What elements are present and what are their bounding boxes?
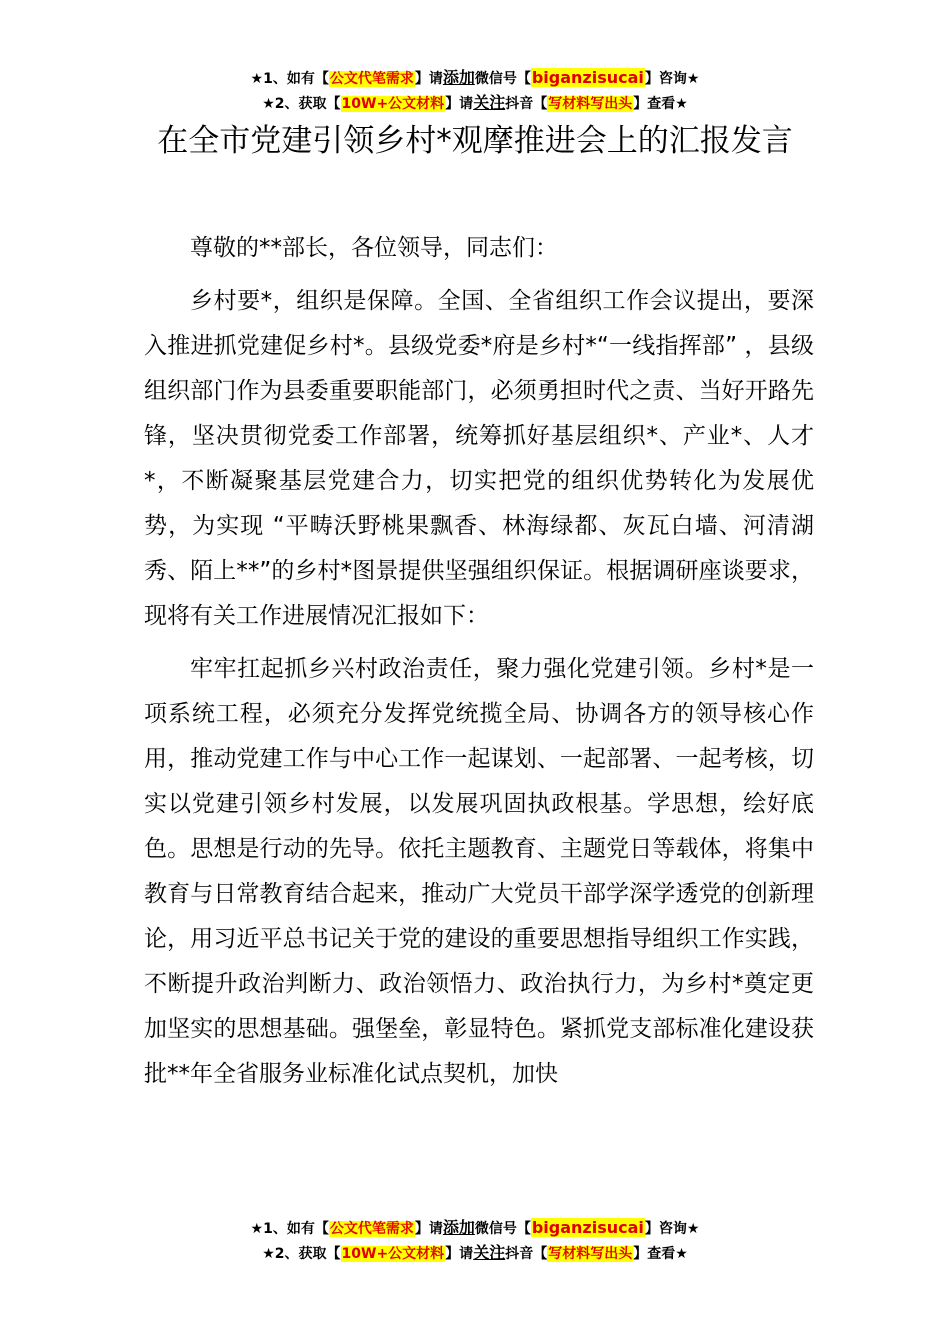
promo-highlight: 10W+公文材料 xyxy=(341,96,445,112)
promo-text: 】请 xyxy=(445,1246,474,1262)
promo-underline: 关注 xyxy=(473,1243,506,1262)
promo-wechat-id: biganzisucai xyxy=(531,68,644,87)
promo-douyin-id: 写材料写出头 xyxy=(548,1246,633,1262)
promo-text: ★1、如有【 xyxy=(250,71,329,87)
promo-underline: 关注 xyxy=(473,93,506,112)
promo-line-2 xyxy=(0,1241,950,1266)
promo-text: 】咨询★ xyxy=(644,1221,700,1237)
promo-douyin-id: 写材料写出头 xyxy=(548,96,633,112)
body-paragraph: 乡村要*，组织是保障。全国、全省组织工作会议提出，要深入推进抓党建促乡村*。县级党委*府是乡村*“一线指挥部” ，县级组织部门作为县委重要职能部门，必须勇担时代之责、当好开路先锋，坚决贯彻党委工作部署，统筹抓好基层组织*、产业*、人才*，不断凝聚基层党建合力，切实把党的组织优势转化为发展优势，为实现 “平畴沃野桃果飘香、林海绿都、灰瓦白墙、河清湖秀、陌上**”的乡村*图景提供坚强组织保证。根据调研座谈要求，现将有关工作进展情况汇报如下： xyxy=(144,288,814,629)
promo-text: 】查看★ xyxy=(633,1246,688,1262)
promo-text: 】查看★ xyxy=(633,96,688,112)
promo-underline: 添加 xyxy=(442,1218,475,1237)
promo-underline: 添加 xyxy=(442,68,475,87)
salutation: 尊敬的**部长，各位领导，同志们： xyxy=(190,235,558,261)
document-title: 在全市党建引领乡村*观摩推进会上的汇报发言 xyxy=(157,123,793,159)
promo-highlight: 10W+公文材料 xyxy=(341,1246,445,1262)
promo-text: ★1、如有【 xyxy=(250,1221,329,1237)
promo-wechat-id: biganzisucai xyxy=(531,1218,644,1237)
body-paragraph: 牢牢扛起抓乡兴村政治责任，聚力强化党建引领。乡村*是一项系统工程，必须充分发挥党统揽全局、协调各方的领导核心作用，推动党建工作与中心工作一起谋划、一起部署、一起考核，切实以党建引领乡村发展，以发展巩固执政根基。学思想，绘好底色。思想是行动的先导。依托主题教育、主题党日等载体，将集中教育与日常教育结合起来，推动广大党员干部学深学透党的创新理论，用习近平总书记关于党的建设的重要思想指导组织工作实践，不断提升政治判断力、政治领悟力、政治执行力，为乡村*奠定更加坚实的思想基础。强堡垒，彰显特色。紧抓党支部标准化建设获批**年全省服务业标准化试点契机，加快 xyxy=(144,656,814,1087)
promo-text: ★2、获取【 xyxy=(262,96,341,112)
promo-text: 抖音【 xyxy=(505,1246,548,1262)
promo-highlight: 公文代笔需求 xyxy=(329,71,414,87)
promo-text: 微信号【 xyxy=(474,1221,531,1237)
promo-line-2 xyxy=(0,91,950,116)
document-body xyxy=(144,226,814,1097)
promo-line-1 xyxy=(0,1216,950,1241)
promo-text: 微信号【 xyxy=(474,71,531,87)
promo-text: ★2、获取【 xyxy=(262,1246,341,1262)
header-promo-banner xyxy=(0,66,950,116)
promo-highlight: 公文代笔需求 xyxy=(329,1221,414,1237)
promo-text: 】请 xyxy=(414,1221,443,1237)
footer-promo-banner xyxy=(0,1216,950,1266)
promo-text: 】请 xyxy=(445,96,474,112)
promo-line-1 xyxy=(0,66,950,91)
promo-text: 抖音【 xyxy=(505,96,548,112)
promo-text: 】请 xyxy=(414,71,443,87)
promo-text: 】咨询★ xyxy=(644,71,700,87)
